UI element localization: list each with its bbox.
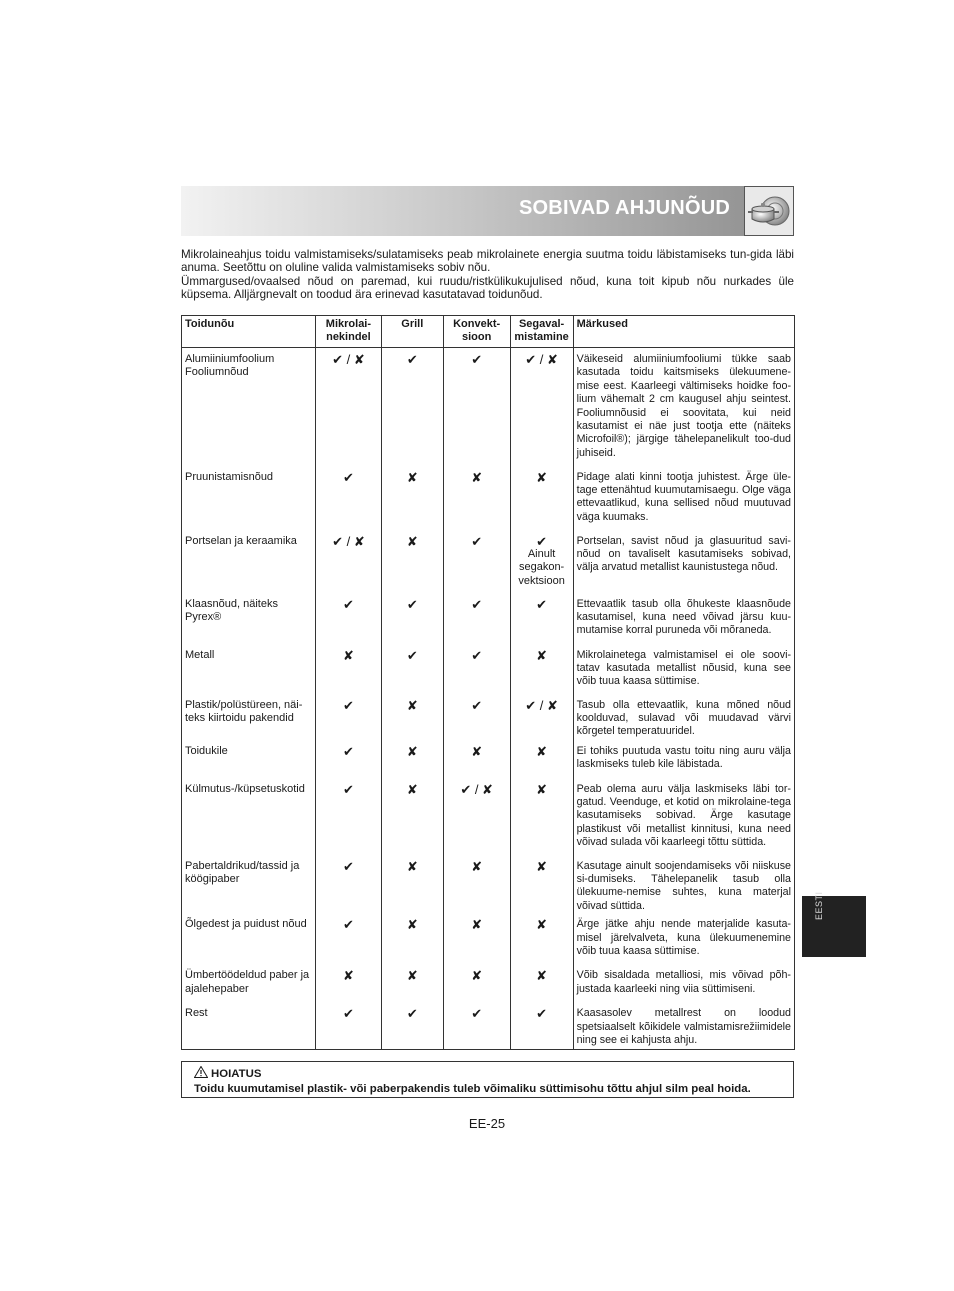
grill-suitable: ✘ xyxy=(406,917,418,933)
cookware-name: Pruunistamisnõud xyxy=(185,470,274,483)
table-row xyxy=(182,1002,795,1049)
language-tab xyxy=(802,891,866,957)
cookware-name: Rest xyxy=(185,1007,208,1020)
remark: Peab olema auru välja laskmiseks läbi tor-gatud. Veenduge, et kotid on mikrolaine-tega kasutamiseks sobivad. Ärge kasutage plastikust või metallist kinnitusi, kuna need võivad sulada või kaarleegi tõttu süttida. xyxy=(576,782,791,849)
convection-suitable: ✔ xyxy=(471,697,483,713)
mixed-suitable: ✔ xyxy=(536,533,548,549)
cookware-name: Pabertaldrikud/tassid ja köögipaber xyxy=(185,859,300,885)
column-header: Toidunõu xyxy=(182,316,316,348)
remark: Ärge jätke ahju nende materjalide kasuta-misel järelvalveta, kuna ülekuumenemine võib tuua kaasa süttimise. xyxy=(576,918,791,957)
grill-suitable: ✘ xyxy=(406,697,418,713)
page-number: EE-25 xyxy=(468,1116,506,1131)
cookware-icon xyxy=(744,186,794,236)
grill-suitable: ✔ xyxy=(406,596,418,612)
column-header: Märkused xyxy=(573,316,794,348)
microwave-safe: ✔ xyxy=(342,596,354,612)
language-label: EESTI xyxy=(814,891,824,920)
column-header: Segaval-mistamine xyxy=(510,316,573,348)
remark: Kaasasolev metallrest on loodud spetsiaalselt kõikidele valmistamisrežiimidele ning see ei kahjusta ahju. xyxy=(576,1007,791,1046)
cookware-name: Portselan ja keraamika xyxy=(185,534,297,547)
mixed-suitable: ✘ xyxy=(536,917,548,933)
remark: Väikeseid alumiiniumfooliumi tükke saab kasutada toidu kaitsmiseks ülekuumene-mise eest. Kaarleegi vältimiseks hoidke foo-lium vähemalt 2 cm kaugusel ahju seintest. Fooliumnõusid ei soovitata, kui neid kasutamist ei näe just tootja ette (näiteks Microfoil®); järgige tähelepanelikult too-dud juhiseid. xyxy=(576,353,791,459)
cookware-name: Külmutus-/küpsetuskotid xyxy=(185,782,305,795)
mixed-suitable: ✔ / ✘ xyxy=(525,352,558,367)
grill-suitable: ✔ xyxy=(406,352,418,367)
table-row xyxy=(182,593,795,644)
convection-suitable: ✘ xyxy=(471,469,483,485)
table-row xyxy=(182,530,795,593)
grill-suitable: ✘ xyxy=(406,469,418,485)
table-row xyxy=(182,644,795,694)
table-row xyxy=(182,855,795,914)
cookware-name: Ümbertöödeldud paber ja ajalehepaber xyxy=(185,969,310,995)
cookware-table xyxy=(181,315,795,1050)
mixed-suitable: ✘ xyxy=(536,968,548,984)
column-header: Konvekt-sioon xyxy=(443,316,510,348)
cookware-name: Klaasnõud, näiteks Pyrex® xyxy=(185,597,278,623)
mixed-suitable: ✘ xyxy=(536,743,548,759)
remark: Võib sisaldada metalliosi, mis võivad põh-justada kaarleeki ning viia süttimiseni. xyxy=(576,969,791,995)
microwave-safe: ✔ xyxy=(342,743,354,759)
remark: Ettevaatlik tasub olla õhukeste klaasnõude kasutamisel, kuna need võivad järsu kuu-mutamise korral puruneda või mõraneda. xyxy=(576,597,791,637)
remark: Portselan, savist nõud ja glasuuritud savi-nõud on tavaliselt kasutamiseks sobivad, välja arvatud metallist kaunistustega nõud. xyxy=(576,534,791,574)
cookware-name: Metall xyxy=(185,648,215,661)
grill-suitable: ✘ xyxy=(406,533,418,549)
page-title: SOBIVAD AHJUNÕUD xyxy=(519,197,730,219)
table-row xyxy=(182,348,795,466)
microwave-safe: ✔ xyxy=(342,781,354,797)
cookware-name: Toidukile xyxy=(185,744,228,757)
microwave-safe: ✘ xyxy=(342,968,354,984)
remark: Pidage alati kinni tootja juhistest. Ärge üle-tage ettenähtud kuumutamisaegu. Olge väga ettevaatlikud, kuna sellised nõud muutuvad väga kuumaks. xyxy=(576,470,791,523)
cookware-name: Õlgedest ja puidust nõud xyxy=(185,918,307,931)
intro-paragraph: Mikrolaineahjus toidu valmistamiseks/sulatamiseks peab mikrolainete energia suutma toidu läbistamiseks tun-gida läbi anuma. Seetõttu on oluline valida valmistamiseks sobiv nõu. xyxy=(181,248,794,275)
warning-text: Toidu kuumutamisel plastik- või paberpakendis tuleb võimaliku süttimisohu tõttu ahjul silm peal hoida. xyxy=(194,1083,751,1095)
remark: Ei tohiks puutuda vastu toitu ning auru välja laskmiseks tuleb kile läbistada. xyxy=(576,744,791,770)
table-row xyxy=(182,740,795,778)
remark: Tasub olla ettevaatlik, kuna mõned nõud koolduvad, sulavad või muudavad värvi kõrgetel temperatuuridel. xyxy=(576,698,791,738)
convection-suitable: ✘ xyxy=(471,858,483,874)
convection-suitable: ✔ xyxy=(471,1006,483,1022)
cookware-name: Alumiiniumfoolium Fooliumnõud xyxy=(185,353,275,379)
grill-suitable: ✔ xyxy=(406,647,418,663)
warning-box xyxy=(181,1061,794,1098)
table-row xyxy=(182,694,795,740)
table-row xyxy=(182,913,795,964)
microwave-safe: ✔ xyxy=(342,469,354,485)
microwave-safe: ✔ xyxy=(342,858,354,874)
warning-title: HOIATUS xyxy=(211,1068,262,1080)
mixed-suitable: ✘ xyxy=(536,781,548,797)
column-header: Mikrolai-nekindel xyxy=(315,316,381,348)
grill-suitable: ✘ xyxy=(406,858,418,874)
microwave-safe: ✔ xyxy=(342,917,354,933)
microwave-safe: ✔ / ✘ xyxy=(332,352,365,367)
table-row xyxy=(182,466,795,530)
convection-suitable: ✘ xyxy=(471,743,483,759)
header-banner xyxy=(181,186,794,236)
table-header-row xyxy=(182,316,795,348)
convection-suitable: ✔ / ✘ xyxy=(460,781,493,797)
remark: Mikrolainetega valmistamisel ei ole soovi-tatav kasutada metallist nõusid, kuna see võib tuua kaasa süttimise. xyxy=(576,648,791,688)
microwave-safe: ✔ xyxy=(342,1006,354,1022)
mixed-suitable: ✘ xyxy=(536,469,548,485)
convection-suitable: ✘ xyxy=(471,968,483,984)
table-row xyxy=(182,964,795,1002)
mixed-suitable: ✔ xyxy=(536,1006,548,1022)
mixed-suitable: ✔ xyxy=(536,596,548,612)
convection-suitable: ✔ xyxy=(471,647,483,663)
warning-triangle-icon xyxy=(194,1066,208,1082)
grill-suitable: ✘ xyxy=(406,968,418,984)
grill-suitable: ✔ xyxy=(406,1006,418,1022)
convection-suitable: ✔ xyxy=(471,533,483,549)
microwave-safe: ✔ / ✘ xyxy=(332,533,365,549)
grill-suitable: ✘ xyxy=(406,743,418,759)
mixed-suitable-note: Ainult segakon-vektsioon xyxy=(518,547,565,587)
convection-suitable: ✔ xyxy=(471,596,483,612)
intro-text xyxy=(181,248,794,301)
mixed-suitable: ✔ / ✘ xyxy=(525,697,558,713)
column-header: Grill xyxy=(381,316,443,348)
cookware-name: Plastik/polüstüreen, näi-teks kiirtoidu pakendid xyxy=(185,698,303,724)
mixed-suitable: ✘ xyxy=(536,647,548,663)
mixed-suitable: ✘ xyxy=(536,858,548,874)
table-row xyxy=(182,778,795,855)
convection-suitable: ✔ xyxy=(471,352,483,367)
convection-suitable: ✘ xyxy=(471,917,483,933)
intro-paragraph: Ümmargused/ovaalsed nõud on paremad, kui ruudu/ristkülikukujulised nõud, kuna toit kipub nõu nurkades üle küpsema. Alljärgnevalt on toodud ära erinevad kasutatavad toidunõud. xyxy=(181,274,794,301)
microwave-safe: ✔ xyxy=(342,697,354,713)
microwave-safe: ✘ xyxy=(342,647,354,663)
grill-suitable: ✘ xyxy=(406,781,418,797)
remark: Kasutage ainult soojendamiseks või niiskuse si-dumiseks. Tähelepanelik tasub olla ülekuume-nemise suhtes, kuna materjal võivad süttida. xyxy=(576,859,791,912)
